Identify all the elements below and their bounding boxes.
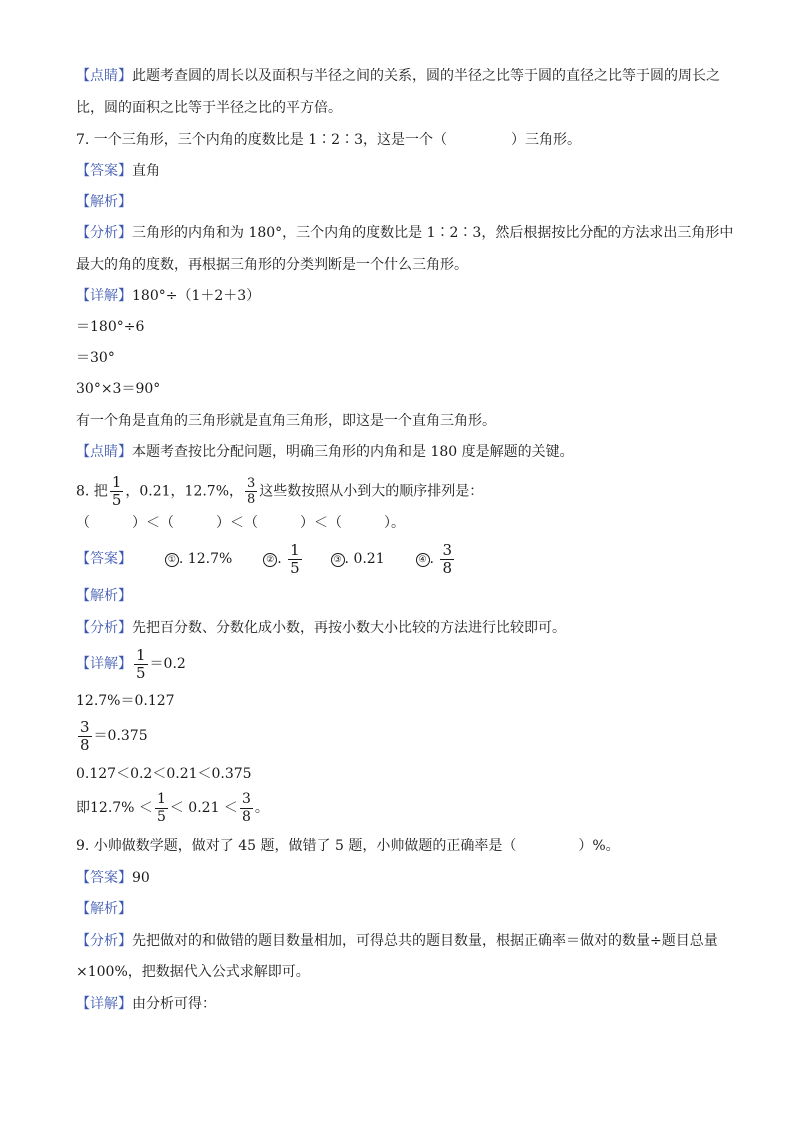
q9-fenxi-line2: ×100%，把数据代入公式求解即可。 (76, 964, 310, 980)
fraction: $\frac{1}{5}$ (290, 540, 300, 577)
circled-number-3: ③ (331, 553, 345, 567)
q7-step4: 30°×3＝90° (76, 381, 161, 397)
fraction: $\frac{1}{5}$ (136, 645, 146, 682)
fraction: $\frac{3}{8}$ (247, 476, 256, 507)
q9-jiexi: 【解析】 (76, 901, 132, 917)
dianjing-tag: 【点睛】 (76, 68, 132, 84)
q7-conclusion: 有一个角是直角的三角形就是直角三角形，即这是一个直角三角形。 (76, 413, 496, 429)
fraction: $\frac{1}{5}$ (156, 790, 166, 825)
fraction: $\frac{3}{8}$ (80, 717, 90, 754)
q9-answer: 【答案】90 (76, 870, 150, 886)
q8-xiangjie-2: 12.7%＝0.127 (76, 693, 175, 709)
circled-number-1: ① (165, 553, 179, 567)
fraction: $\frac{1}{5}$ (111, 473, 122, 509)
q7-answer: 【答案】直角 (76, 163, 160, 179)
q7-question: 7. 一个三角形，三个内角的度数比是 1∶2∶3，这是一个（ ）三角形。 (76, 132, 581, 148)
q7-step3: ＝30° (76, 350, 115, 366)
q6-dianjing-line1: 【点睛】此题考查圆的周长以及面积与半径之间的关系，圆的半径之比等于圆的直径之比等于圆的周长之 (76, 68, 720, 84)
q7-fenxi-line2: 最大的角的度数，再根据三角形的分类判断是一个什么三角形。 (76, 257, 468, 273)
q9-xiangjie: 【详解】由分析可得： (76, 996, 216, 1012)
q8-answer: 【答案】 ① . 12.7% ② . $\frac{1}{5}$ ③ . 0.21 ④ . $\frac{3}{8}$ (76, 540, 452, 577)
circled-number-4: ④ (416, 553, 430, 567)
q8-jiexi: 【解析】 (76, 588, 132, 604)
q7-fenxi-line1: 【分析】三角形的内角和为 180°，三个内角的度数比是 1∶2∶3，然后根据按比分配的方法求出三角形中 (76, 225, 734, 241)
fraction: $\frac{3}{8}$ (241, 790, 251, 825)
q8-xiangjie-5: 即12.7% ＜ $\frac{1}{5}$ ＜ 0.21 ＜ $\frac{3}{8}$ 。 (76, 790, 269, 825)
q7-xiangjie-step1: 【详解】180°÷（1＋2＋3） (76, 288, 261, 304)
circled-number-2: ② (263, 553, 277, 567)
q8-blanks: （ ）＜（ ）＜（ ）＜（ ）。 (76, 515, 405, 531)
q9-question: 9. 小帅做数学题，做对了 45 题，做错了 5 题，小帅做题的正确率是（ ）%。 (76, 838, 620, 854)
q9-fenxi-line1: 【分析】先把做对的和做错的题目数量相加，可得总共的题目数量，根据正确率＝做对的数量÷题目总量 (76, 933, 718, 949)
q8-xiangjie-1: 【详解】 $\frac{1}{5}$ ＝0.2 (76, 645, 186, 682)
fraction: $\frac{3}{8}$ (442, 540, 452, 577)
q7-step2: ＝180°÷6 (76, 319, 145, 335)
q8-xiangjie-3: $\frac{3}{8}$ ＝0.375 (80, 717, 148, 754)
q7-dianjing: 【点睛】本题考查按比分配问题，明确三角形的内角和是 180 度是解题的关键。 (76, 444, 574, 460)
q8-xiangjie-4: 0.127＜0.2＜0.21＜0.375 (76, 766, 252, 782)
q7-jiexi: 【解析】 (76, 194, 132, 210)
q8-fenxi: 【分析】先把百分数、分数化成小数，再按小数大小比较的方法进行比较即可。 (76, 620, 566, 636)
q6-dianjing-line2: 比，圆的面积之比等于半径之比的平方倍。 (76, 100, 342, 116)
q8-question: 8. 把 $\frac{1}{5}$ ，0.21，12.7%， $\frac{3}{8}$ 这些数按照从小到大的顺序排列是： (76, 473, 484, 509)
